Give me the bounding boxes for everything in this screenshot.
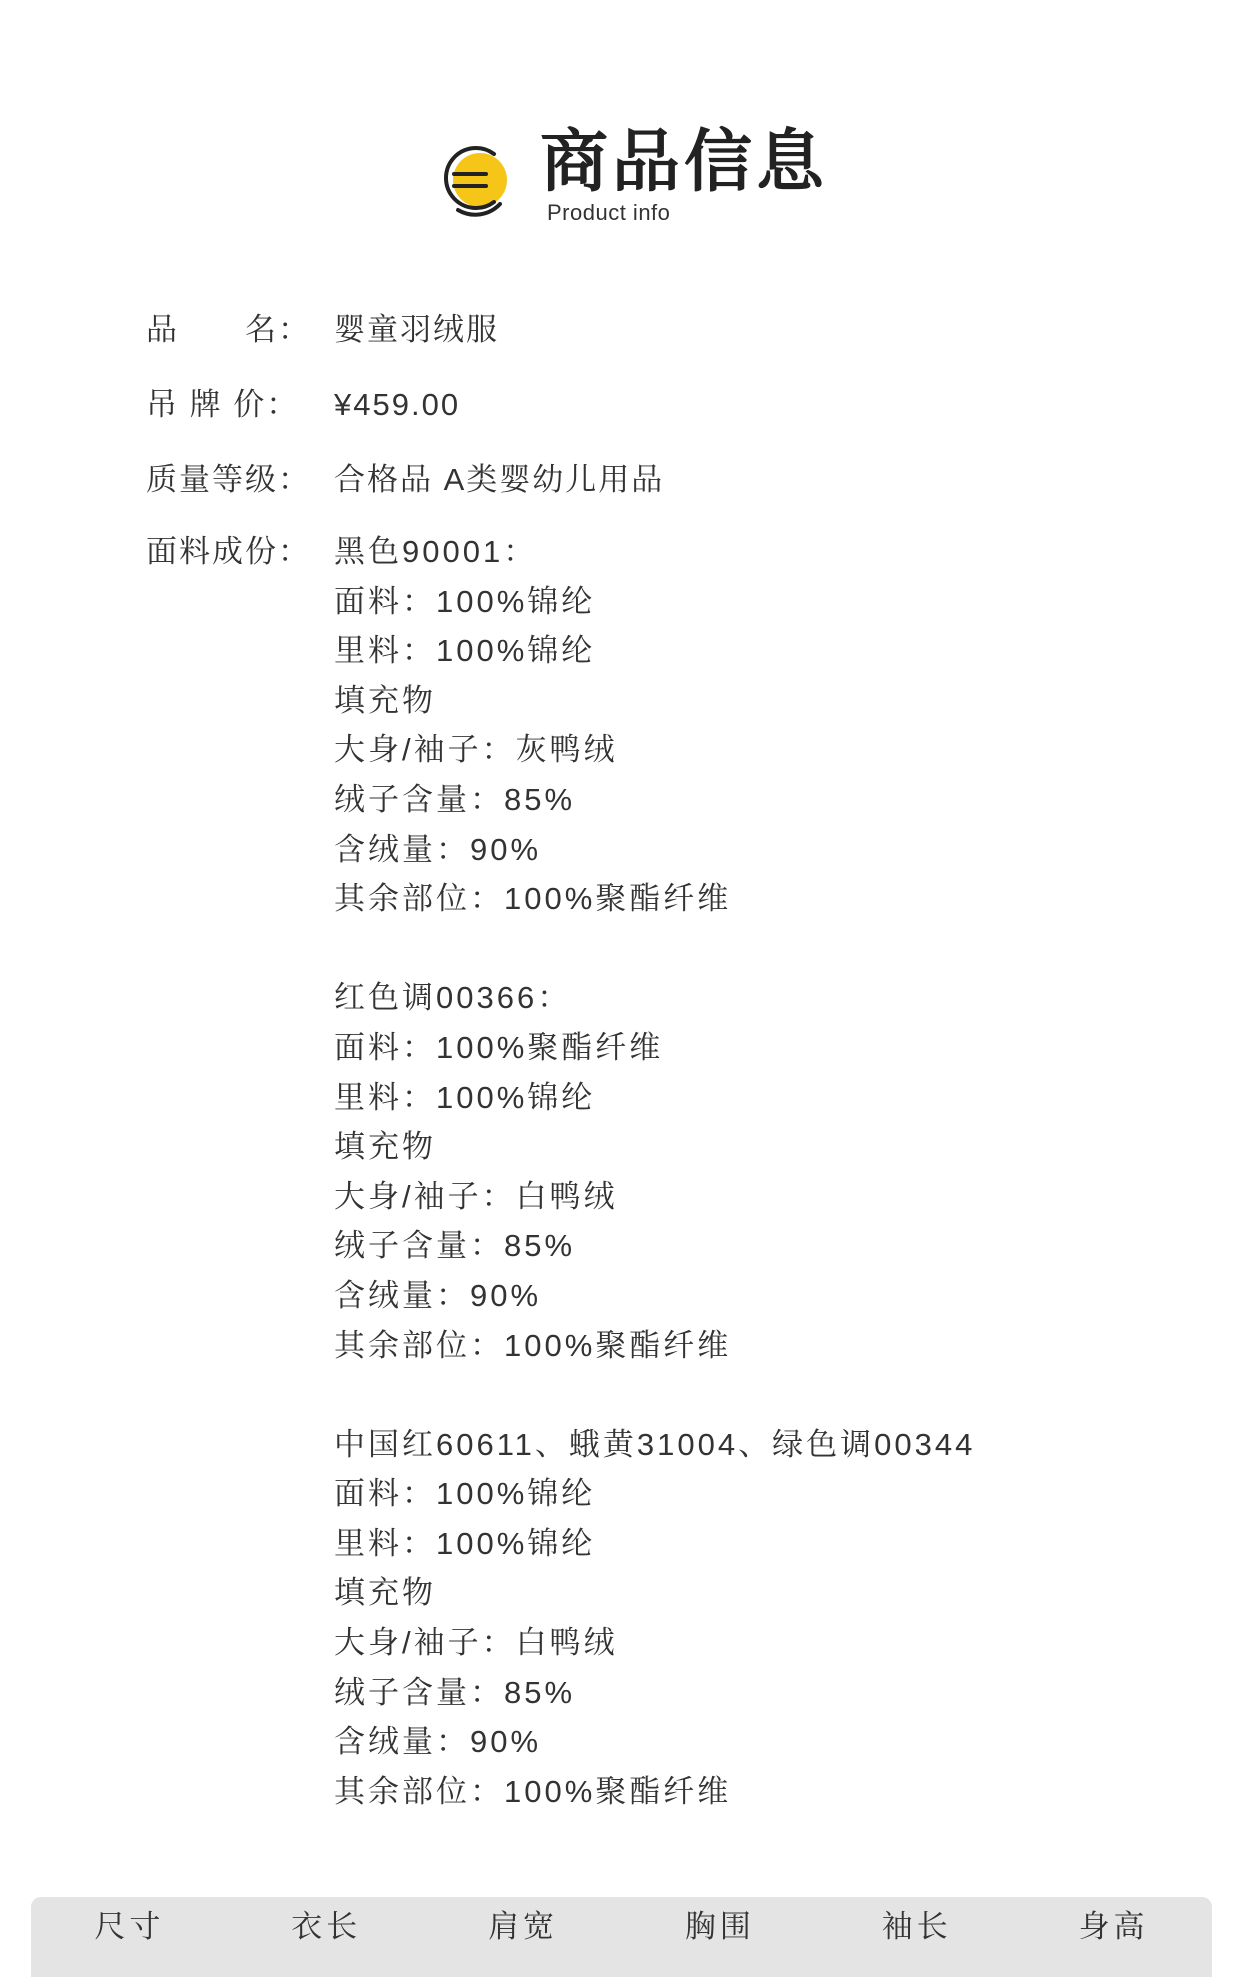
composition-group [334, 1420, 1194, 1817]
field-row-price [0, 380, 1240, 430]
composition-group-title: 中国红60611、蛾黄31004、绿色调00344 [334, 1426, 976, 1462]
composition-group [334, 527, 1194, 924]
field-row-grade [0, 455, 1240, 505]
composition-line: 绒子含量：85% [334, 1228, 576, 1264]
field-row-name [0, 305, 1240, 355]
page-title: 商品信息 [540, 124, 829, 200]
size-table-column-header: 身高 [1078, 1909, 1149, 1944]
size-table-column-header: 袖长 [881, 1909, 952, 1944]
composition-line: 面料：100%锦纶 [334, 583, 596, 619]
field-value: 婴童羽绒服 [334, 312, 499, 347]
size-table-header [31, 1897, 1212, 1977]
speech-bubble-lines-icon [436, 140, 516, 220]
field-value: 合格品 A类婴幼儿用品 [334, 462, 665, 497]
composition-line: 大身/袖子：白鸭绒 [334, 1625, 618, 1661]
size-table-column-header: 胸围 [684, 1909, 755, 1944]
composition-line: 里料：100%锦纶 [334, 633, 596, 669]
composition-line: 里料：100%锦纶 [334, 1079, 596, 1115]
composition-line: 填充物 [334, 682, 436, 718]
page-subtitle: Product info [547, 200, 671, 225]
field-label: 质量等级： [146, 462, 311, 497]
composition-group [334, 973, 1194, 1370]
composition-line: 大身/袖子：白鸭绒 [334, 1178, 618, 1214]
size-table-column-header: 肩宽 [488, 1909, 559, 1944]
composition-line: 填充物 [334, 1575, 436, 1611]
field-label: 面料成份： [146, 534, 311, 569]
composition-group-title: 红色调00366： [334, 980, 572, 1016]
composition-line: 面料：100%锦纶 [334, 1476, 596, 1512]
composition-line: 含绒量：90% [334, 831, 542, 867]
composition-line: 绒子含量：85% [334, 1674, 576, 1710]
composition-group-title: 黑色90001： [334, 534, 538, 569]
composition-line: 面料：100%聚酯纤维 [334, 1029, 664, 1065]
composition-line: 里料：100%锦纶 [334, 1525, 596, 1561]
composition-line: 含绒量：90% [334, 1277, 542, 1313]
composition-line: 其余部位：100%聚酯纤维 [334, 1773, 732, 1809]
size-table-column-header: 衣长 [291, 1909, 362, 1944]
size-table-column-header: 尺寸 [94, 1909, 165, 1944]
composition-line: 含绒量：90% [334, 1724, 542, 1760]
composition-line: 填充物 [334, 1129, 436, 1165]
field-label: 吊 牌 价： [146, 387, 300, 422]
field-value: ¥459.00 [334, 387, 461, 422]
composition-line: 大身/袖子：灰鸭绒 [334, 732, 618, 768]
composition-list [334, 527, 1194, 1866]
composition-line: 绒子含量：85% [334, 781, 576, 817]
composition-line: 其余部位：100%聚酯纤维 [334, 1327, 732, 1363]
composition-line: 其余部位：100%聚酯纤维 [334, 881, 732, 917]
field-label: 品 名： [146, 312, 311, 347]
